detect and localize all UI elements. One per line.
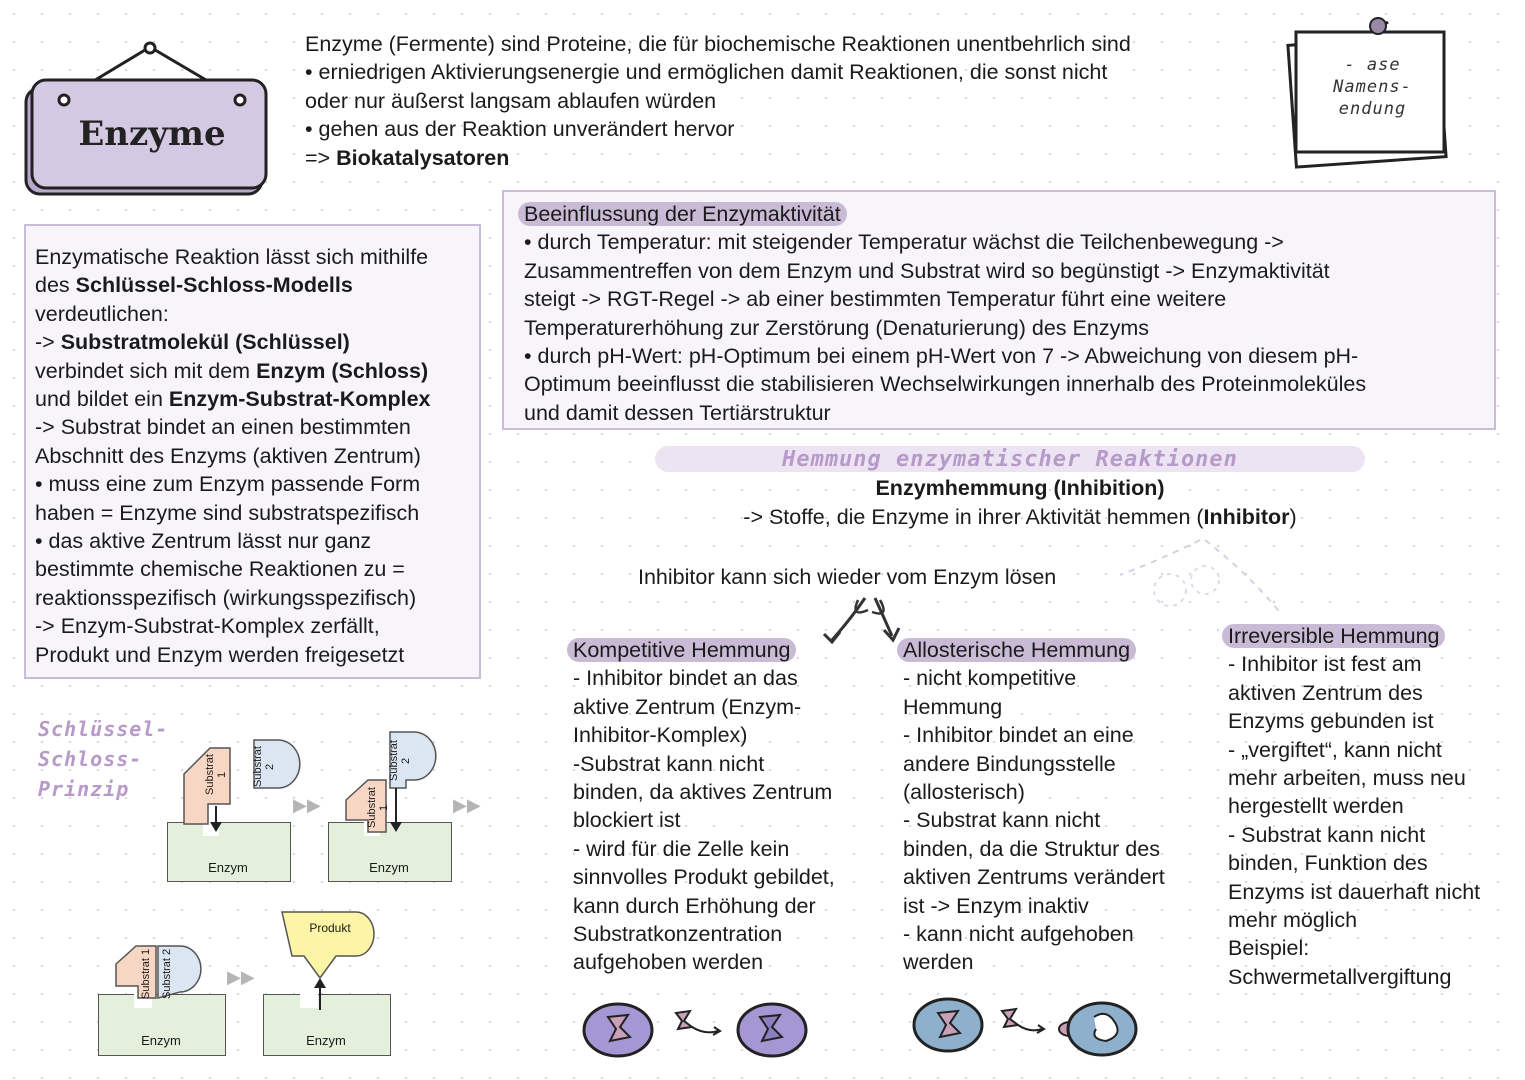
allosteric-heading: Allosterische Hemmung [903,636,1213,664]
competitive-line: blockiert ist [573,808,681,833]
activity-line: und damit dessen Tertiärstruktur [524,400,831,425]
sticky-line: endung [1338,99,1407,119]
title-sign [22,40,272,200]
hand-line: Prinzip [38,777,130,801]
enzyme-label: Enzym [141,1033,181,1048]
allosteric-line: binden, da die Struktur des [903,836,1160,861]
sticky-line: - ase [1344,55,1401,75]
irreversible-column [1228,622,1518,991]
box-line: haben = Enzyme sind substratspezifisch [35,500,420,525]
activity-line: Zusammentreffen von dem Enzym und Substrat wird so begünstigt -> Enzymaktivität [524,258,1330,283]
box-line: Produkt und Enzym werden freigesetzt [35,642,405,667]
inhibition-title: Enzymhemmung (Inhibition) [875,476,1165,500]
substrate-2-label: Substrat 2 [161,948,173,1000]
box-line: verdeutlichen: [35,301,169,326]
allosteric-line: - kann nicht aufgehoben [903,922,1134,947]
competitive-line: - wird für die Zelle kein [573,836,790,861]
step-arrow-icon: ▶▶ [227,967,255,987]
allosteric-line: Hemmung [903,694,1003,719]
irreversible-line: - „vergiftet“, kann nicht [1228,737,1442,762]
box-line: Abschnitt des Enzyms (aktiven Zentrum) [35,443,421,468]
hand-line: Schlüssel- [38,717,169,741]
substrate-1-label: Substrat 1 [366,787,390,829]
box-line: des Schlüssel-Schloss-Modells [35,273,353,298]
allosteric-line: - Substrat kann nicht [903,808,1101,833]
intro-line: => Biokatalysatoren [305,145,510,170]
competitive-line: - Inhibitor bindet an das [573,666,798,691]
allosteric-line: - Inhibitor bindet an eine [903,723,1134,748]
box-line: -> Enzym-Substrat-Komplex zerfällt, [35,614,380,639]
irreversible-line: Schwermetallvergiftung [1228,964,1452,989]
intro-line: • gehen aus der Reaktion unverändert hervor [305,117,735,142]
enzyme-label: Enzym [369,860,409,875]
activity-line: steigt -> RGT-Regel -> ab einer bestimmten Temperatur führt eine weitere [524,287,1227,312]
intro-line: • erniedrigen Aktivierungsenergie und ermöglichen damit Reaktionen, die sonst nicht [305,60,1108,85]
competitive-line: Inhibitor-Komplex) [573,723,748,748]
box-line: bestimmte chemische Reaktionen zu = [35,557,405,582]
page-title: Enzyme [78,114,226,154]
competitive-illustration-icon [580,995,810,1065]
intro-line: oder nur äußerst langsam ablaufen würden [305,88,717,113]
step-arrow-icon: ▶▶ [293,795,321,815]
enzyme-label: Enzym [208,860,248,875]
activity-box [502,190,1496,430]
lock-key-box [24,224,481,679]
hand-line: Schloss- [38,747,143,771]
irreversible-line: Enzyms ist dauerhaft nicht [1228,879,1481,904]
competitive-line: -Substrat kann nicht [573,751,765,776]
irreversible-line: Enzyms gebunden ist [1228,709,1434,734]
reversible-note: Inhibitor kann sich wieder vom Enzym lösen [638,565,1057,589]
activity-line: Temperaturerhöhung zur Zerstörung (Denaturierung) des Enzyms [524,315,1149,340]
competitive-line: aufgehoben werden [573,950,764,975]
allosteric-illustration-icon [910,995,1150,1065]
box-line: verbindet sich mit dem Enzym (Schloss) [35,358,429,383]
allosteric-line: (allosterisch) [903,780,1025,805]
box-line: -> Substrat bindet an einen bestimmten [35,415,411,440]
allosteric-line: ist -> Enzym inaktiv [903,893,1089,918]
irreversible-line: mehr arbeiten, muss neu [1228,766,1466,791]
step-arrow-icon: ▶▶ [453,795,481,815]
activity-heading: Beeinflussung der Enzymaktivität [524,200,1494,228]
competitive-line: binden, da aktives Zentrum [573,780,833,805]
box-line: • muss eine zum Enzym passende Form [35,472,421,497]
intro-line: Enzyme (Fermente) sind Proteine, die für biochemische Reaktionen unentbehrlich sind [305,32,1131,56]
inhibition-subtitle: -> Stoffe, die Enzyme in ihrer Aktivität hemmen (Inhibitor) [743,505,1297,529]
box-line: reaktionsspezifisch (wirkungsspezifisch) [35,585,417,610]
sticky-line: Namens- [1333,77,1412,97]
irreversible-line: hergestellt werden [1228,794,1404,819]
irreversible-line: aktiven Zentrum des [1228,680,1423,705]
inhibition-hand-title: Hemmung enzymatischer Reaktionen [782,447,1238,472]
allosteric-line: aktiven Zentrums verändert [903,865,1165,890]
competitive-line: aktive Zentrum (Enzym- [573,694,802,719]
intro-text [305,30,1255,172]
irreversible-line: - Substrat kann nicht [1228,822,1426,847]
activity-line: Optimum beeinflusst die stabilisieren Wechselwirkungen innerhalb des Proteinmoleküles [524,372,1367,397]
competitive-line: sinnvolles Produkt gebildet, [573,865,835,890]
substrate-2-label: Substrat 2 [252,746,276,788]
competitive-heading: Kompetitive Hemmung [573,636,893,664]
allosteric-line: - nicht kompetitive [903,666,1077,691]
irreversible-line: binden, Funktion des [1228,851,1428,876]
irreversible-line: - Inhibitor ist fest am [1228,652,1422,677]
competitive-line: Substratkonzentration [573,922,783,947]
allosteric-line: werden [903,950,974,975]
box-line: und bildet ein Enzym-Substrat-Komplex [35,387,431,412]
allosteric-column [903,636,1213,977]
irreversible-line: mehr möglich [1228,908,1358,933]
enzyme-label: Enzym [306,1033,346,1048]
diagram-hand-label [38,714,168,804]
activity-line: • durch Temperatur: mit steigender Temperatur wächst die Teilchenbewegung -> [524,230,1284,255]
substrate-1-label: Substrat 1 [204,754,228,796]
sticky-note [1280,12,1460,172]
substrate-1-label: Substrat 1 [140,948,152,1000]
box-line: • das aktive Zentrum lässt nur ganz [35,529,372,554]
competitive-line: kann durch Erhöhung der [573,893,816,918]
box-line: -> Substratmolekül (Schlüssel) [35,330,350,355]
irreversible-line: Beispiel: [1228,936,1310,961]
competitive-column [573,636,893,977]
substrate-2-label: Substrat 2 [388,740,412,782]
activity-line: • durch pH-Wert: pH-Optimum bei einem pH-Wert von 7 -> Abweichung von diesem pH- [524,344,1359,369]
irreversible-heading: Irreversible Hemmung [1228,622,1518,650]
allosteric-line: andere Bindungsstelle [903,751,1116,776]
box-line: Enzymatische Reaktion lässt sich mithilfe [35,245,429,269]
product-label: Produkt [309,921,351,935]
